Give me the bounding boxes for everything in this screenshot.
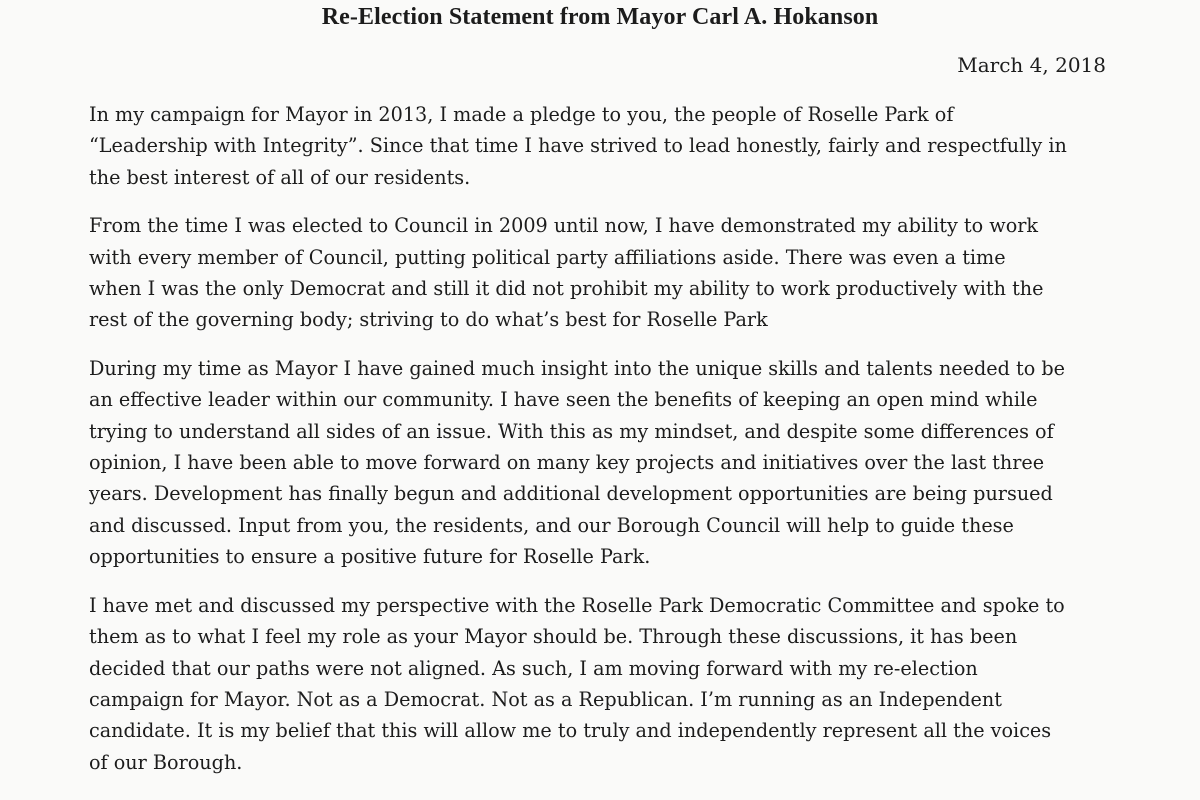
paragraph-line: with every member of Council, putting political party affiliations aside. There was even a time <box>89 245 1006 269</box>
paragraph-pledge <box>89 99 1119 193</box>
paragraph-line: of our Borough. <box>89 750 243 774</box>
statement-title: Re-Election Statement from Mayor Carl A. Hokanson <box>321 4 879 30</box>
paragraph-line: years. Development has finally begun and additional development opportunities are being pursued <box>89 482 1053 506</box>
paragraph-line: campaign for Mayor. Not as a Democrat. Not as a Republican. I’m running as an Independent <box>89 687 1002 711</box>
paragraph-line: During my time as Mayor I have gained much insight into the unique skills and talents needed to be <box>89 356 1066 380</box>
paragraph-line: them as to what I feel my role as your Mayor should be. Through these discussions, it has been <box>89 625 1018 649</box>
paragraph-mayor-insight <box>89 353 1119 573</box>
statement-date: March 4, 2018 <box>957 53 1106 77</box>
paragraph-line: I have met and discussed my perspective with the Roselle Park Democratic Committee and spoke to <box>89 593 1065 617</box>
paragraph-line: From the time I was elected to Council in 2009 until now, I have demonstrated my ability to work <box>89 214 1039 238</box>
paragraph-line: the best interest of all of our residents. <box>89 165 471 189</box>
paragraph-line: decided that our paths were not aligned. As such, I am moving forward with my re-election <box>89 656 978 680</box>
paragraph-council <box>89 210 1119 336</box>
paragraph-line: candidate. It is my belief that this will allow me to truly and independently represent all the voices <box>89 719 1052 743</box>
paragraph-independent <box>89 590 1119 778</box>
paragraph-line: trying to understand all sides of an issue. With this as my mindset, and despite some differences of <box>89 419 1054 443</box>
paragraph-line: and discussed. Input from you, the residents, and our Borough Council will help to guide these <box>89 513 1014 537</box>
paragraph-line: In my campaign for Mayor in 2013, I made a pledge to you, the people of Roselle Park of <box>89 103 954 126</box>
statement-body <box>89 99 1119 795</box>
paragraph-line: “Leadership with Integrity”. Since that time I have strived to lead honestly, fairly and respectfully in <box>89 134 1067 158</box>
paragraph-line: opinion, I have been able to move forward on many key projects and initiatives over the last three <box>89 451 1045 475</box>
paragraph-line: an effective leader within our community. I have seen the benefits of keeping an open mind while <box>89 388 1038 412</box>
paragraph-line: opportunities to ensure a positive future for Roselle Park. <box>89 545 651 569</box>
paragraph-line: rest of the governing body; striving to do what’s best for Roselle Park <box>89 308 768 332</box>
paragraph-line: when I was the only Democrat and still it did not prohibit my ability to work productively with the <box>89 277 1044 301</box>
